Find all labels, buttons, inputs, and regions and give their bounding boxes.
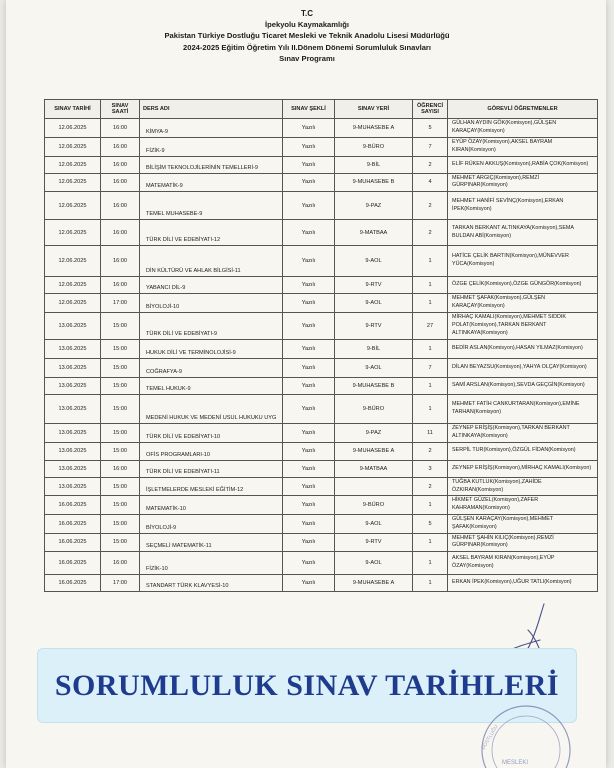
course-name-cell: SEÇMELİ MATEMATİK-11 <box>140 533 283 552</box>
student-count-cell: 1 <box>413 575 448 592</box>
exam-date-cell: 16.06.2025 <box>45 496 101 515</box>
exam-place-cell: 9-BİL <box>335 156 413 173</box>
exam-time-cell: 16:00 <box>101 552 140 575</box>
school-stamp <box>466 690 576 768</box>
exam-date-cell: 12.06.2025 <box>45 138 101 157</box>
exam-type-cell: Yazılı <box>283 192 335 220</box>
course-name-cell: TÜRK DİLİ VE EDEBİYATI-11 <box>140 460 283 477</box>
exam-time-cell: 16:00 <box>101 138 140 157</box>
table-row <box>45 220 598 246</box>
exam-type-cell: Yazılı <box>283 496 335 515</box>
exam-time-cell: 16:00 <box>101 246 140 277</box>
exam-place-cell: 9-BÜRO <box>335 496 413 515</box>
exam-type-cell: Yazılı <box>283 277 335 294</box>
exam-type-cell: Yazılı <box>283 156 335 173</box>
student-count-cell: 1 <box>413 496 448 515</box>
teachers-cell: MEHMET ŞAFAK(Komisyon),GÜLŞEN KARAÇAY(Komisyon) <box>448 294 598 313</box>
teachers-cell: TARKAN BERKANT ALTINKAYA(Komisyon),SEMA BULDAN ABİ(Komisyon) <box>448 220 598 246</box>
exam-type-cell: Yazılı <box>283 173 335 192</box>
course-name-cell: TÜRK DİLİ VE EDEBİYATI-10 <box>140 424 283 443</box>
exam-place-cell: 9-PAZ <box>335 424 413 443</box>
table-row <box>45 442 598 460</box>
exam-place-cell <box>335 477 413 496</box>
table-row <box>45 156 598 173</box>
exam-type-cell: Yazılı <box>283 460 335 477</box>
course-name-cell: FİZİK-9 <box>140 138 283 157</box>
exam-type-cell: Yazılı <box>283 313 335 340</box>
student-count-cell: 11 <box>413 424 448 443</box>
exam-time-cell: 15:00 <box>101 313 140 340</box>
table-row <box>45 552 598 575</box>
exam-time-cell: 16:00 <box>101 173 140 192</box>
teachers-cell: MİRHAÇ KAMALI(Komisyon),MEHMET SIDDIK POLAT(Komisyon),TARKAN BERKANT ALTINKAYA(Komisyon) <box>448 313 598 340</box>
exam-time-cell: 15:00 <box>101 359 140 378</box>
course-name-cell: TEMEL MUHASEBE-9 <box>140 192 283 220</box>
stamp-text-bottom: MESLEKİ <box>502 760 529 766</box>
exam-place-cell: 9-AOL <box>335 359 413 378</box>
course-name-cell: MATEMATİK-9 <box>140 173 283 192</box>
exam-time-cell: 15:00 <box>101 514 140 533</box>
exam-place-cell: 9-MUHASEBE B <box>335 378 413 395</box>
exam-date-cell: 12.06.2025 <box>45 277 101 294</box>
exam-date-cell: 12.06.2025 <box>45 156 101 173</box>
teachers-cell: GÜLHAN AYDIN GÖK(Komisyon),GÜLŞEN KARAÇAY(Komisyon) <box>448 119 598 138</box>
header-school: Pakistan Türkiye Dostluğu Ticaret Mesleki ve Teknik Anadolu Lisesi Müdürlüğü <box>164 31 450 41</box>
course-name-cell: TEMEL HUKUK-9 <box>140 378 283 395</box>
course-name-cell: KİMYA-9 <box>140 119 283 138</box>
exam-place-cell: 9-BİL <box>335 340 413 359</box>
student-count-cell: 2 <box>413 477 448 496</box>
table-row <box>45 277 598 294</box>
exam-type-cell: Yazılı <box>283 477 335 496</box>
stamp-text-top: DOSTLUĞU <box>480 723 500 751</box>
exam-type-cell: Yazılı <box>283 424 335 443</box>
teachers-cell: SAMİ ARSLAN(Komisyon),SEVDA GEÇGİN(Komisyon) <box>448 378 598 395</box>
col-header-count: ÖĞRENCİ SAYISI <box>413 100 448 119</box>
table-row <box>45 340 598 359</box>
table-row <box>45 192 598 220</box>
exam-type-cell: Yazılı <box>283 552 335 575</box>
course-name-cell: COĞRAFYA-9 <box>140 359 283 378</box>
exam-date-cell: 16.06.2025 <box>45 533 101 552</box>
table-row <box>45 533 598 552</box>
exam-time-cell: 15:00 <box>101 496 140 515</box>
exam-time-cell: 15:00 <box>101 395 140 424</box>
teachers-cell: DİLAN BEYAZSU(Komisyon),YAHYA OLÇAY(Komisyon) <box>448 359 598 378</box>
student-count-cell: 27 <box>413 313 448 340</box>
student-count-cell: 5 <box>413 119 448 138</box>
teachers-cell: HATİCE ÇELİK BARTIN(Komisyon),MÜNEVVER YÜCA(Komisyon) <box>448 246 598 277</box>
table-row <box>45 313 598 340</box>
table-row <box>45 477 598 496</box>
exam-type-cell: Yazılı <box>283 220 335 246</box>
exam-date-cell: 12.06.2025 <box>45 294 101 313</box>
exam-place-cell: 9-MATBAA <box>335 460 413 477</box>
student-count-cell: 1 <box>413 294 448 313</box>
course-name-cell: MEDENİ HUKUK VE MEDENİ USUL HUKUKU UYG <box>140 395 283 424</box>
exam-place-cell: 9-MUHASEBE B <box>335 173 413 192</box>
exam-type-cell: Yazılı <box>283 514 335 533</box>
col-header-time: SINAV SAATİ <box>101 100 140 119</box>
exam-date-cell: 12.06.2025 <box>45 220 101 246</box>
student-count-cell: 7 <box>413 359 448 378</box>
header-tc: T.C <box>301 9 313 18</box>
table-row <box>45 460 598 477</box>
exam-place-cell: 9-MUHASEBE A <box>335 442 413 460</box>
exam-time-cell: 15:00 <box>101 424 140 443</box>
exam-time-cell: 16:00 <box>101 156 140 173</box>
exam-date-cell: 13.06.2025 <box>45 359 101 378</box>
teachers-cell: SERPİL TUR(Komisyon),ÖZGÜL FİDAN(Komisyon) <box>448 442 598 460</box>
exam-type-cell: Yazılı <box>283 575 335 592</box>
teachers-cell: ELİF RÜKEN AKKUŞ(Komisyon),RABİA ÇOK(Komisyon) <box>448 156 598 173</box>
teachers-cell: ZEYNEP ERİŞİŞ(Komisyon),MİRHAÇ KAMALI(Komisyon) <box>448 460 598 477</box>
exam-place-cell: 9-RTV <box>335 533 413 552</box>
exam-date-cell: 13.06.2025 <box>45 442 101 460</box>
course-name-cell: TÜRK DİLİ VE EDEBİYATI-9 <box>140 313 283 340</box>
table-row <box>45 424 598 443</box>
exam-place-cell: 9-MATBAA <box>335 220 413 246</box>
exam-type-cell: Yazılı <box>283 138 335 157</box>
exam-time-cell: 17:00 <box>101 294 140 313</box>
course-name-cell: MATEMATİK-10 <box>140 496 283 515</box>
exam-date-cell: 13.06.2025 <box>45 340 101 359</box>
exam-type-cell: Yazılı <box>283 442 335 460</box>
exam-time-cell: 15:00 <box>101 442 140 460</box>
student-count-cell: 7 <box>413 138 448 157</box>
exam-place-cell: 9-AOL <box>335 514 413 533</box>
student-count-cell: 1 <box>413 246 448 277</box>
exam-date-cell: 16.06.2025 <box>45 575 101 592</box>
teachers-cell: AKSEL BAYRAM KIRAN(Komisyon),EYÜP ÖZAY(Komisyon) <box>448 552 598 575</box>
table-header-row <box>45 100 598 119</box>
exam-time-cell: 15:00 <box>101 477 140 496</box>
table-row <box>45 119 598 138</box>
teachers-cell: BEDİR ASLAN(Komisyon),HASAN YILMAZ(Komisyon) <box>448 340 598 359</box>
teachers-cell: ZEYNEP ERİŞİŞ(Komisyon),TARKAN BERKANT ALTINKAYA(Komisyon) <box>448 424 598 443</box>
course-name-cell: YABANCI DİL-9 <box>140 277 283 294</box>
teachers-cell: ÖZGE ÇELİK(Komisyon),ÖZGE GÜNGÖR(Komisyon) <box>448 277 598 294</box>
course-name-cell: DİN KÜLTÜRÜ VE AHLAK BİLGİSİ-11 <box>140 246 283 277</box>
student-count-cell: 2 <box>413 442 448 460</box>
exam-date-cell: 13.06.2025 <box>45 395 101 424</box>
exam-date-cell: 13.06.2025 <box>45 378 101 395</box>
table-row <box>45 173 598 192</box>
col-header-date: SINAV TARİHİ <box>45 100 101 119</box>
table-row <box>45 294 598 313</box>
student-count-cell: 1 <box>413 533 448 552</box>
student-count-cell: 3 <box>413 460 448 477</box>
student-count-cell: 2 <box>413 220 448 246</box>
table-row <box>45 575 598 592</box>
exam-time-cell: 16:00 <box>101 277 140 294</box>
exam-type-cell: Yazılı <box>283 294 335 313</box>
student-count-cell: 4 <box>413 173 448 192</box>
table-row <box>45 514 598 533</box>
exam-place-cell: 9-AOL <box>335 246 413 277</box>
exam-place-cell: 9-BÜRO <box>335 395 413 424</box>
exam-schedule-table <box>44 99 598 592</box>
exam-time-cell: 15:00 <box>101 378 140 395</box>
banner-title: SORUMLULUK SINAV TARİHLERİ <box>54 668 560 702</box>
header-period: 2024-2025 Eğitim Öğretim Yılı II.Dönem Dönemi Sorumluluk Sınavları <box>183 42 431 52</box>
student-count-cell: 2 <box>413 156 448 173</box>
exam-date-cell: 12.06.2025 <box>45 119 101 138</box>
exam-place-cell: 9-PAZ <box>335 192 413 220</box>
table-row <box>45 496 598 515</box>
course-name-cell: BİLİŞİM TEKNOLOJİLERİNİN TEMELLERİ-9 <box>140 156 283 173</box>
exam-date-cell: 13.06.2025 <box>45 424 101 443</box>
course-name-cell: OFİS PROGRAMLARI-10 <box>140 442 283 460</box>
document-header <box>0 2 614 64</box>
teachers-cell: MEHMET ŞAHİN KILIÇ(Komisyon),REMZİ GÜRPINAR(Komisyon) <box>448 533 598 552</box>
exam-type-cell: Yazılı <box>283 533 335 552</box>
exam-date-cell: 13.06.2025 <box>45 313 101 340</box>
exam-time-cell: 16:00 <box>101 220 140 246</box>
exam-place-cell: 9-MUHASEBE A <box>335 575 413 592</box>
teachers-cell: GÜLŞEN KARAÇAY(Komisyon),MEHMET ŞAFAK(Komisyon) <box>448 514 598 533</box>
exam-time-cell: 15:00 <box>101 340 140 359</box>
exam-type-cell: Yazılı <box>283 395 335 424</box>
course-name-cell: BİYOLOJİ-10 <box>140 294 283 313</box>
header-program: Sınav Programı <box>279 53 335 63</box>
student-count-cell: 5 <box>413 514 448 533</box>
table-row <box>45 246 598 277</box>
course-name-cell: FİZİK-10 <box>140 552 283 575</box>
col-header-teachers: GÖREVLİ ÖĞRETMENLER <box>448 100 598 119</box>
col-header-course: DERS ADI <box>140 100 283 119</box>
exam-place-cell: 9-RTV <box>335 277 413 294</box>
exam-date-cell: 12.06.2025 <box>45 192 101 220</box>
exam-date-cell: 16.06.2025 <box>45 552 101 575</box>
exam-time-cell: 17:00 <box>101 575 140 592</box>
student-count-cell: 1 <box>413 395 448 424</box>
exam-date-cell: 13.06.2025 <box>45 460 101 477</box>
exam-date-cell: 12.06.2025 <box>45 173 101 192</box>
teachers-cell: HİKMET GÜZEL(Komisyon),ZAFER KAHRAMAN(Komisyon) <box>448 496 598 515</box>
exam-place-cell: 9-BÜRO <box>335 138 413 157</box>
student-count-cell: 1 <box>413 552 448 575</box>
student-count-cell: 2 <box>413 192 448 220</box>
exam-date-cell: 12.06.2025 <box>45 246 101 277</box>
exam-time-cell: 16:00 <box>101 119 140 138</box>
table-row <box>45 359 598 378</box>
student-count-cell: 1 <box>413 277 448 294</box>
exam-time-cell: 16:00 <box>101 460 140 477</box>
teachers-cell: MEHMET ARGIÇ(Komisyon),REMZİ GÜRPINAR(Komisyon) <box>448 173 598 192</box>
exam-time-cell: 16:00 <box>101 192 140 220</box>
col-header-place: SINAV YERİ <box>335 100 413 119</box>
exam-type-cell: Yazılı <box>283 119 335 138</box>
table-row <box>45 138 598 157</box>
table-row <box>45 378 598 395</box>
exam-date-cell: 16.06.2025 <box>45 514 101 533</box>
col-header-type: SINAV ŞEKLİ <box>283 100 335 119</box>
course-name-cell: BİYOLOJİ-9 <box>140 514 283 533</box>
student-count-cell: 1 <box>413 340 448 359</box>
course-name-cell: HUKUK DİLİ VE TERMİNOLOJİSİ-9 <box>140 340 283 359</box>
exam-time-cell: 15:00 <box>101 533 140 552</box>
exam-type-cell: Yazılı <box>283 359 335 378</box>
exam-type-cell: Yazılı <box>283 340 335 359</box>
exam-type-cell: Yazılı <box>283 246 335 277</box>
exam-place-cell: 9-MUHASEBE A <box>335 119 413 138</box>
teachers-cell: MEHMET HANİFİ SEVİNÇ(Komisyon),ERKAN İPEK(Komisyon) <box>448 192 598 220</box>
teachers-cell: MEHMET FATİH CANKURTARAN(Komisyon),EMİNE TARHAN(Komisyon) <box>448 395 598 424</box>
student-count-cell: 1 <box>413 378 448 395</box>
exam-date-cell: 13.06.2025 <box>45 477 101 496</box>
table-row <box>45 395 598 424</box>
header-district: İpekyolu Kaymakamlığı <box>265 20 349 30</box>
course-name-cell: STANDART TÜRK KLAVYESİ-10 <box>140 575 283 592</box>
teachers-cell: TUĞBA KUTLUK(Komisyon),ZAHİDE ÖZKIRAN(Komisyon) <box>448 477 598 496</box>
course-name-cell: İŞLETMELERDE MESLEKİ EĞİTİM-12 <box>140 477 283 496</box>
course-name-cell: TÜRK DİLİ VE EDEBİYATI-12 <box>140 220 283 246</box>
teachers-cell: EYÜP ÖZAY(Komisyon),AKSEL BAYRAM KIRAN(Komisyon) <box>448 138 598 157</box>
exam-place-cell: 9-AOL <box>335 294 413 313</box>
exam-type-cell: Yazılı <box>283 378 335 395</box>
teachers-cell: ERKAN İPEK(Komisyon),UĞUR TATLI(Komisyon) <box>448 575 598 592</box>
exam-place-cell: 9-AOL <box>335 552 413 575</box>
exam-place-cell: 9-RTV <box>335 313 413 340</box>
